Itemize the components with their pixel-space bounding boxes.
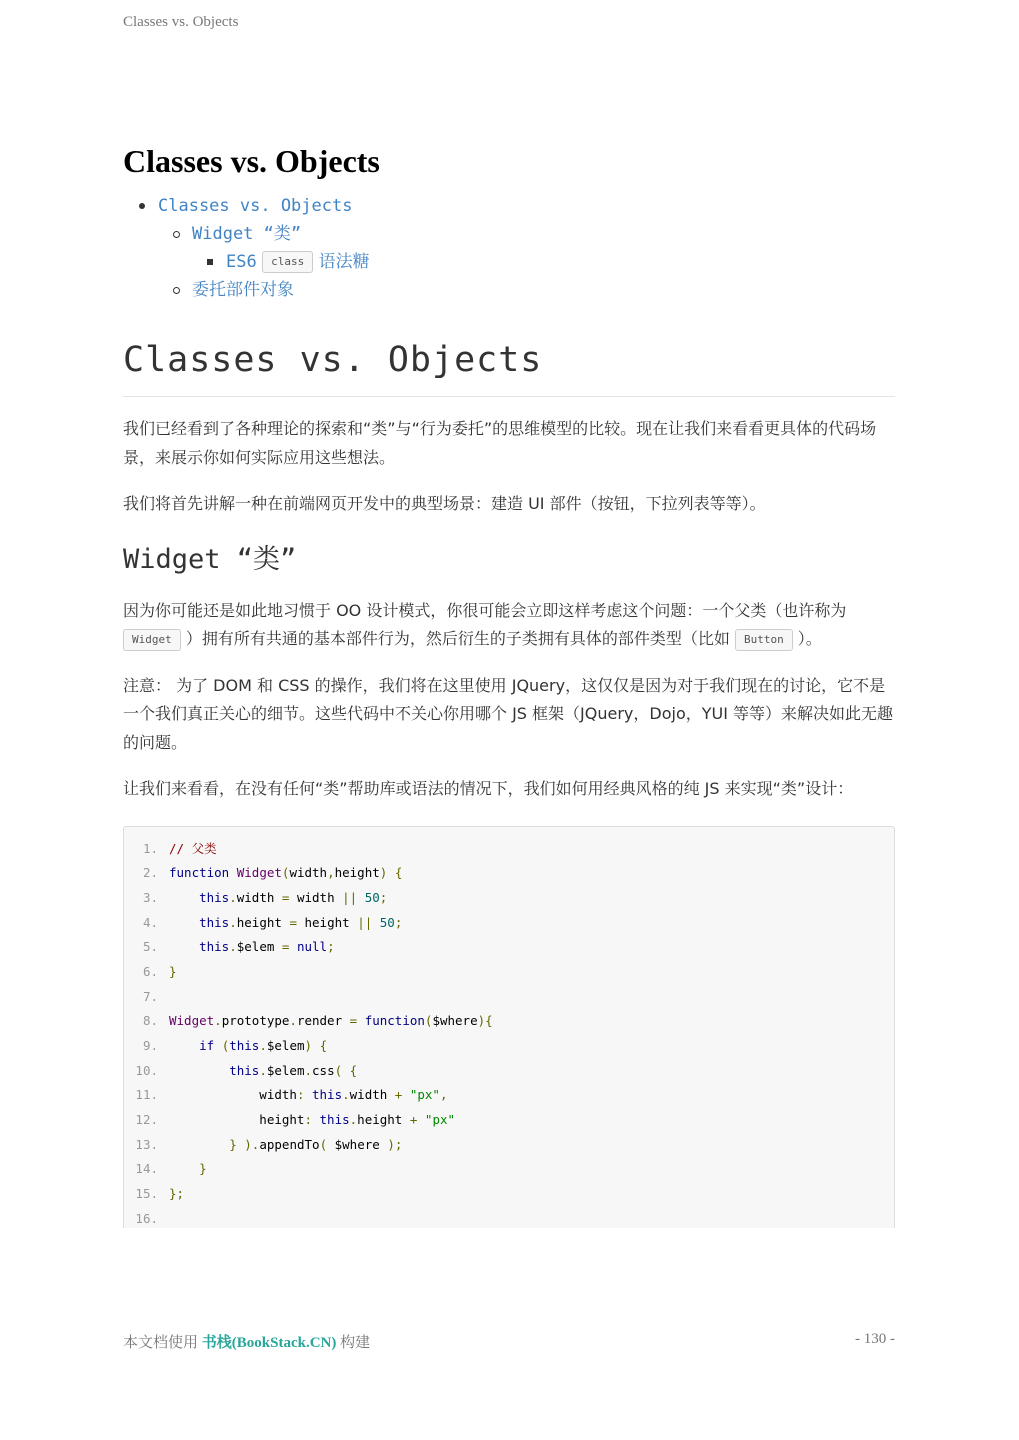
code-line: [124, 1133, 894, 1158]
code-token: :: [304, 1112, 312, 1128]
code-token: this: [199, 914, 230, 930]
toc-item: [123, 276, 895, 304]
code-token: function: [169, 865, 230, 881]
line-number: 10.: [135, 1062, 158, 1078]
code-token: ).: [244, 1136, 260, 1152]
toc-item: [123, 220, 895, 248]
code-token: ,: [327, 865, 335, 881]
paragraph-text: ）拥有所有共通的基本部件行为，然后衍生的子类拥有具体的部件类型（比如: [185, 629, 730, 648]
code-token: .: [214, 1013, 222, 1029]
line-number: 12.: [135, 1112, 158, 1128]
code-token: ;: [327, 939, 335, 955]
code-token: $where: [327, 1136, 388, 1152]
code-token: $where: [432, 1013, 478, 1029]
code-token: [214, 1038, 222, 1053]
code-line: [124, 861, 894, 886]
code-token: (: [424, 1013, 433, 1029]
paragraph: 我们已经看到了各种理论的探索和“类”与“行为委托”的思维模型的比较。现在让我们来看看更具体的代码场景，来展示你如何实际应用这些想法。: [123, 419, 877, 467]
code-token: Widget: [169, 1013, 215, 1029]
code-token: .: [259, 1062, 267, 1078]
code-token: [169, 915, 199, 930]
code-token: 50: [364, 889, 380, 905]
code-token: this: [319, 1112, 350, 1128]
code-token: height: [334, 865, 380, 881]
code-token: 50: [379, 914, 395, 930]
toc-link-widget-class[interactable]: Widget “类”: [192, 224, 302, 244]
code-token: ){: [477, 1013, 493, 1029]
code-token: height: [357, 1112, 410, 1128]
toc-link-delegating-widget-objects[interactable]: 委托部件对象: [192, 280, 294, 300]
code-token: this: [199, 939, 230, 955]
code-token: :: [296, 1087, 305, 1103]
code-token: [304, 1087, 312, 1102]
line-number: 13.: [135, 1136, 158, 1152]
code-token: .: [342, 1087, 350, 1103]
code-token: (: [319, 1136, 328, 1152]
section-heading: Classes vs. Objects: [123, 338, 895, 397]
code-token: ||: [357, 914, 373, 930]
code-token: $elem: [236, 939, 282, 955]
code-line: [124, 960, 894, 985]
code-token: [169, 1161, 199, 1176]
code-token: [169, 1038, 199, 1053]
code-line: [124, 1108, 894, 1133]
code-line: [124, 1182, 894, 1207]
code-token: {: [349, 1062, 358, 1078]
code-block: [123, 826, 895, 1228]
code-token: Widget: [236, 865, 282, 881]
line-number: 5.: [142, 939, 158, 955]
code-token: =: [281, 939, 290, 955]
code-token: };: [169, 1186, 185, 1202]
code-token: this: [199, 889, 230, 905]
footer-suffix: 构建: [340, 1335, 371, 1351]
code-line: [124, 1083, 894, 1108]
code-line: [124, 1009, 894, 1034]
code-token: $elem: [266, 1038, 305, 1053]
code-token: .: [229, 914, 237, 930]
code-token: [387, 865, 395, 880]
code-token: .: [229, 889, 237, 905]
code-token: +: [394, 1087, 403, 1103]
code-token: width: [169, 1087, 297, 1103]
code-token: .: [259, 1038, 267, 1053]
code-line: [124, 1059, 894, 1084]
code-token: (: [281, 865, 290, 881]
footer-brand-link[interactable]: 书栈(BookStack.CN): [201, 1335, 337, 1351]
code-token: {: [319, 1038, 328, 1053]
code-token: css: [312, 1062, 335, 1078]
subsection-heading: Widget “类”: [123, 543, 297, 575]
code-line: [124, 886, 894, 911]
toc-item: [123, 192, 895, 220]
code-line: [124, 1157, 894, 1182]
code-token: =: [349, 1013, 358, 1029]
square-bullet-icon: [207, 259, 213, 265]
code-line: [124, 1034, 894, 1059]
code-token: "px": [424, 1112, 456, 1128]
inline-code-widget: Widget: [123, 629, 181, 651]
code-line: [124, 985, 894, 1010]
line-number: 2.: [142, 865, 158, 881]
line-number: 6.: [142, 963, 158, 979]
code-token: width: [289, 889, 343, 905]
code-token: [417, 1112, 425, 1127]
code-token: [169, 1137, 229, 1152]
code-token: [169, 890, 199, 905]
code-token: [229, 865, 237, 880]
code-token: ): [379, 865, 388, 881]
toc-link-classes-vs-objects[interactable]: Classes vs. Objects: [158, 196, 353, 216]
code-line: [124, 1207, 894, 1228]
paragraph: 我们将首先讲解一种在前端网页开发中的典型场景：建造 UI 部件（按钮，下拉列表等等）。: [123, 494, 766, 513]
code-token: .: [289, 1013, 297, 1029]
toc-item: [123, 248, 895, 276]
code-token: ;: [379, 889, 388, 905]
line-number: 15.: [135, 1186, 158, 1202]
code-token: ): [304, 1038, 313, 1053]
code-token: function: [364, 1013, 425, 1029]
page-title: Classes vs. Objects: [123, 143, 380, 179]
code-token: // 父类: [169, 840, 217, 856]
disc-bullet-icon: [139, 203, 145, 209]
code-token: render: [296, 1013, 350, 1029]
paragraph: [123, 597, 895, 654]
line-number: 14.: [135, 1161, 158, 1177]
code-token: (: [334, 1062, 343, 1078]
code-line: [124, 935, 894, 960]
code-token: [312, 1038, 320, 1053]
code-token: [169, 939, 199, 954]
note-paragraph: 注意： 为了 DOM 和 CSS 的操作，我们将在这里使用 JQuery，这仅仅是因为对于我们现在的讨论，它不是一个我们真正关心的细节。这些代码中不关心你用哪个 JS 框架（JQuery，Dojo，YUI 等等）来解决如此无趣的问题。: [123, 675, 894, 752]
code-token: height: [236, 914, 290, 930]
toc-link-sugar-text: 语法糖: [318, 252, 370, 272]
code-token: =: [289, 914, 297, 930]
line-number: 8.: [142, 1013, 158, 1029]
code-token: width: [289, 865, 328, 881]
paragraph-text: ）。: [797, 629, 822, 648]
circle-bullet-icon: [173, 287, 180, 294]
code-token: prototype: [221, 1013, 290, 1029]
code-token: }: [169, 963, 177, 979]
code-token: width: [236, 889, 282, 905]
code-token: +: [409, 1112, 418, 1128]
code-token: [357, 890, 365, 905]
code-token: [402, 1087, 410, 1102]
code-token: if: [199, 1038, 215, 1053]
code-token: {: [394, 865, 403, 881]
code-token: width: [349, 1087, 395, 1103]
code-token: [372, 915, 380, 930]
code-token: [357, 1013, 365, 1028]
line-number: 9.: [142, 1038, 158, 1053]
code-token: =: [281, 889, 290, 905]
circle-bullet-icon: [173, 231, 180, 238]
inline-code-class: class: [262, 251, 313, 273]
page-footer: [123, 1331, 895, 1352]
code-line: [124, 837, 894, 862]
code-token: this: [229, 1062, 260, 1078]
code-token: this: [229, 1038, 260, 1053]
code-token: height: [169, 1112, 305, 1128]
code-token: }: [199, 1161, 207, 1177]
line-number: 16.: [135, 1210, 158, 1226]
toc-link-es6-class-sugar[interactable]: [226, 252, 370, 272]
code-token: [342, 1063, 350, 1078]
line-number: 7.: [142, 988, 158, 1004]
code-token: [312, 1112, 320, 1127]
code-token: null: [296, 939, 328, 955]
code-token: [289, 939, 297, 954]
code-token: (: [221, 1038, 230, 1053]
code-token: }: [229, 1136, 237, 1152]
line-number: 4.: [142, 914, 158, 930]
code-token: height: [296, 914, 358, 930]
line-number: 3.: [142, 889, 158, 905]
paragraph-text: 因为你可能还是如此地习惯于 OO 设计模式，你很可能会立即这样考虑这个问题：一个父类（也许称为: [123, 600, 847, 620]
inline-code-button: Button: [735, 629, 793, 651]
toc-link-es6: ES6: [226, 252, 257, 272]
code-token: .: [304, 1062, 313, 1078]
table-of-contents: [123, 192, 895, 304]
code-token: );: [387, 1136, 403, 1152]
page-number: - 130 -: [855, 1331, 895, 1347]
code-token: ||: [342, 889, 358, 905]
line-number: 1.: [142, 840, 158, 856]
code-token: .: [349, 1112, 358, 1128]
code-token: "px": [409, 1087, 440, 1103]
code-token: ,: [439, 1087, 448, 1103]
running-header: Classes vs. Objects: [123, 14, 239, 30]
line-number: 11.: [135, 1087, 158, 1103]
code-token: this: [312, 1087, 343, 1103]
paragraph: 让我们来看看，在没有任何“类”帮助库或语法的情况下，我们如何用经典风格的纯 JS 来实现“类”设计：: [123, 779, 854, 798]
code-token: .: [229, 939, 237, 955]
code-token: [169, 1063, 229, 1078]
page-content: [123, 140, 895, 1228]
footer-prefix: 本文档使用: [123, 1335, 199, 1351]
code-token: $elem: [266, 1062, 305, 1078]
code-token: appendTo: [259, 1136, 320, 1152]
code-line: [124, 911, 894, 936]
code-token: ;: [394, 914, 403, 930]
